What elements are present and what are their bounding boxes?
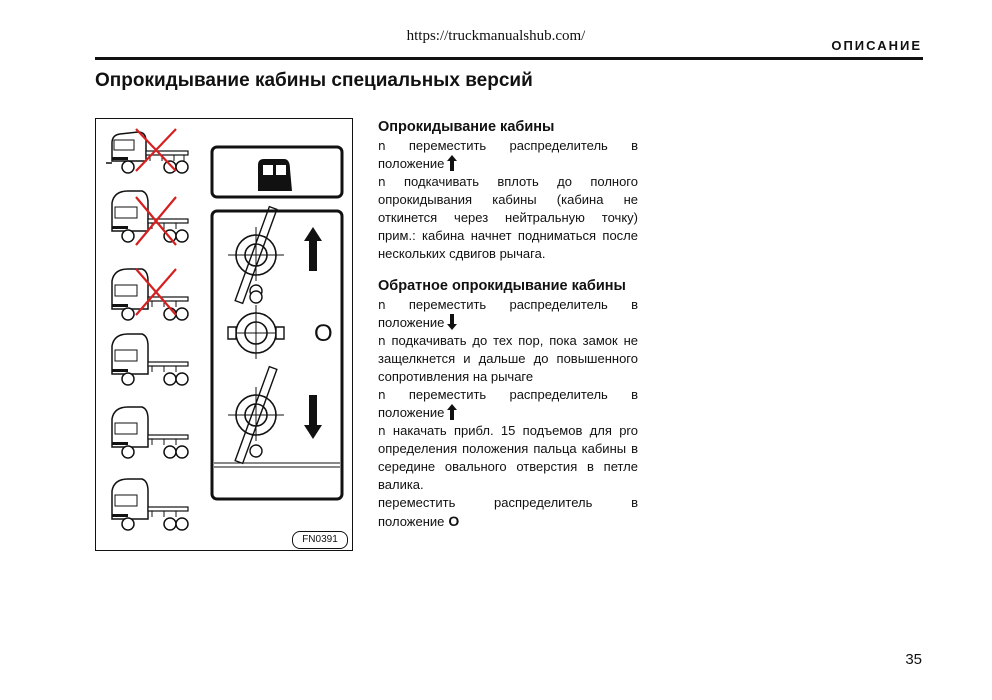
- arrow-up-icon: [447, 155, 457, 171]
- page-number: 35: [905, 651, 922, 668]
- neutral-position-mark: O: [448, 513, 460, 529]
- cab-tilt-figure: [95, 118, 353, 551]
- return-step-4: n накачать прибл. 15 подъемов для pro определения положения пальца кабины в середине овального отверстия в петле валика.: [378, 423, 638, 492]
- instructions: [378, 118, 638, 531]
- return-heading: Обратное опрокидывание кабины: [378, 278, 626, 294]
- neutral-mark: O: [314, 320, 333, 347]
- tilt-heading: Опрокидывание кабины: [378, 119, 555, 135]
- return-step-1: n переместить распределитель в положение: [378, 297, 638, 330]
- section-label: ОПИСАНИЕ: [831, 38, 922, 53]
- arrow-down-icon: [447, 314, 457, 330]
- figure-code: FN0391: [292, 531, 348, 549]
- truck-icon: [112, 479, 188, 530]
- return-step-2: n подкачивать до тех пор, пока замок не защелкнется и дальше до повышенного сопротивления на рычаге: [378, 333, 638, 384]
- tilt-step-2: n подкачивать вплоть до полного опрокидывания кабины (кабина не откинется через нейтральную точку) прим.: кабина начнет подниматься после нескольких сдвигов рычага.: [378, 174, 638, 261]
- return-step-5: переместить распределитель в положение O: [378, 495, 638, 529]
- truck-icon: [112, 191, 188, 242]
- source-url[interactable]: https://truckmanualshub.com/: [406, 28, 586, 44]
- figure-drawing: [96, 119, 354, 552]
- bullet-mark: n: [378, 139, 386, 153]
- cab-icon: [258, 159, 292, 191]
- truck-icon: [112, 269, 188, 320]
- bullet-mark: n: [378, 298, 386, 312]
- page-title: Опрокидывание кабины специальных версий: [95, 70, 533, 91]
- bullet-mark: n: [378, 175, 386, 189]
- bullet-mark: n: [378, 388, 386, 402]
- header-rule: [95, 57, 923, 60]
- return-step-3: n переместить распределитель в положение: [378, 387, 638, 420]
- bullet-mark: n: [378, 334, 386, 348]
- arrow-up-icon: [447, 404, 457, 420]
- truck-icon: [112, 334, 188, 385]
- truck-icon: [106, 132, 188, 173]
- truck-icon: [112, 407, 188, 458]
- tilt-step-1: n переместить распределитель в положение: [378, 138, 638, 171]
- bullet-mark: n: [378, 424, 386, 438]
